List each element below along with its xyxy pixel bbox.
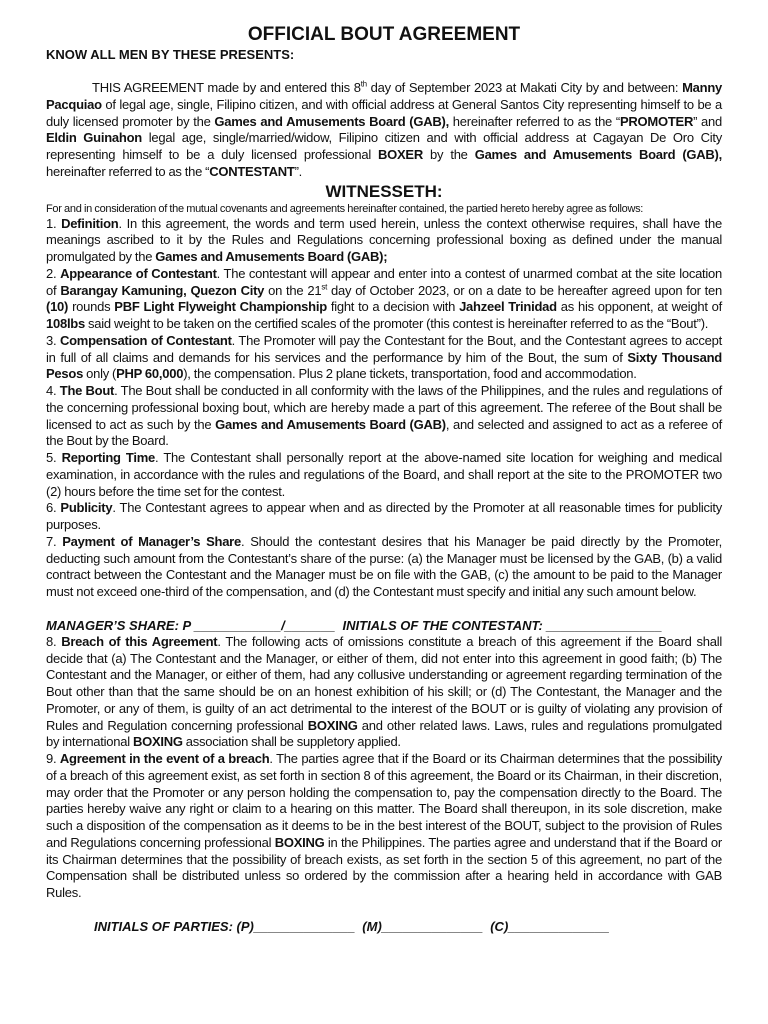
superscript: st bbox=[321, 282, 328, 292]
bold-text: Reporting Time bbox=[61, 450, 156, 465]
section-paragraph bbox=[46, 450, 722, 500]
bold-text: Breach of this Agreement bbox=[61, 633, 218, 649]
text-run: 9. bbox=[46, 751, 60, 766]
know-all-men-heading: KNOW ALL MEN BY THESE PRESENTS: bbox=[46, 47, 295, 62]
section-paragraph bbox=[46, 634, 722, 751]
bold-text: The Bout bbox=[59, 383, 115, 398]
intro-paragraph bbox=[46, 80, 722, 181]
text-run: by the bbox=[423, 147, 475, 162]
text-run: . The Bout shall be conducted in all conformity with the laws of the Philippines, and the rules and regulations of the concerning professional boxing bout, which are hereby made a part of this agreement. The referee of the Bout shall be licensed to act as such by the bbox=[46, 383, 722, 432]
text-run: only ( bbox=[83, 366, 117, 382]
bold-text: PBF Light Flyweight Championship bbox=[114, 299, 327, 315]
text-run: . The Promoter will pay the Contestant for the Bout, and the Contestant agrees to accept in full of all claims and demands for his services and the performance by him of the Bout, the sum of bbox=[46, 332, 723, 365]
text-run: ” and bbox=[693, 113, 722, 129]
bold-text: Games and Amusements Board (GAB), bbox=[214, 113, 449, 129]
section-paragraph bbox=[46, 266, 722, 333]
bold-text: Payment of Manager’s Share bbox=[62, 533, 241, 549]
text-run: day of September 2023 at Makati City by and between: bbox=[366, 80, 683, 95]
bold-text: PHP 60,000 bbox=[116, 366, 184, 382]
section-paragraph bbox=[46, 534, 722, 601]
text-run: THIS AGREEMENT made by and entered this 8 bbox=[92, 80, 361, 95]
text-run: . The following acts of omissions constitute a breach of this agreement if the Board shall decide that (a) The Contestant and the Manager, or either of them, did not enter into this agreement in good faith; (b) The Contestant and the Manager, or either of them, had any collusive understanding or agreement regarding termination of the Bout other than that the same should be on an honest exhibition of his skill; or (d) The Contestant, the Manager and the Promoter, or any of them, is guilty of an act detrimental to the interest of the BOUT or is guilty of violating any provision of Rules and Regulation concerning professional bbox=[46, 633, 722, 733]
bold-text: BOXING bbox=[307, 717, 358, 733]
consideration-clause: For and in consideration of the mutual covenants and agreements hereinafter contained, the partied hereto hereby agree as follows: bbox=[46, 202, 644, 215]
section-paragraph bbox=[46, 383, 722, 450]
text-run: in the Philippines. The parties agree and understand that if the Board or its Chairman determines that the possibility of breach exists, as set forth in the section 5 of this agreement, no part of the Compensation shall be distributed unless so ordered by the commission after a hearing held in accordance with GAB Rules. bbox=[46, 834, 722, 900]
text-run: fight to a decision with bbox=[326, 299, 460, 315]
text-run: association shall be suppletory applied. bbox=[182, 734, 401, 750]
text-run: day of October 2023, or on a date to be hereafter agreed upon for ten bbox=[327, 282, 723, 298]
text-run: 3. bbox=[46, 332, 60, 348]
initials-of-parties-field[interactable]: INITIALS OF PARTIES: (P)______________ (M)______________ (C)______________ bbox=[94, 918, 610, 934]
text-run: and other related laws. Laws, rules and regulations promulgated by international bbox=[46, 717, 723, 750]
text-run: 2. bbox=[46, 265, 61, 281]
bold-text: Barangay Kamuning, Quezon City bbox=[60, 282, 265, 298]
superscript: th bbox=[360, 79, 367, 89]
text-run: , and selected and assigned to act as a referee of the Bout by the Board. bbox=[46, 416, 722, 449]
bold-text: Sixty Thousand Pesos bbox=[46, 349, 722, 382]
text-run: as his opponent, at weight of bbox=[556, 299, 722, 315]
text-run: 8. bbox=[46, 633, 62, 649]
bold-text: CONTESTANT bbox=[209, 163, 295, 179]
bold-text: BOXING bbox=[274, 834, 325, 850]
text-run: . The contestant will appear and enter into a contest of unarmed combat at the site location of bbox=[46, 265, 723, 298]
bold-text: BOXER bbox=[378, 147, 423, 162]
text-run: ”. bbox=[294, 163, 303, 179]
witnesseth-heading: WITNESSETH: bbox=[325, 181, 443, 201]
text-run: said weight to be taken on the certified scales of the promoter (this contest is hereinafter referred to as the “Bout”). bbox=[84, 316, 709, 331]
text-run: 6. bbox=[46, 500, 61, 516]
section-paragraph bbox=[46, 216, 722, 266]
text-run: . Should the contestant desires that his Manager be paid directly by the Promoter, deducting such amount from the Contestant’s share of the purse: (a) the Manager must be licensed by the GAB, (b) a valid contract between the Contestant and the Manager must be on file with the GAB, (c) the amount to be paid to the Manager must not exceed one-third of the compensation, and (d) the Contestant must specify and initial any such amount below. bbox=[46, 533, 723, 599]
bout-agreement-document bbox=[46, 24, 722, 934]
text-run: 7. bbox=[46, 533, 63, 549]
text-run: 1. bbox=[46, 215, 62, 231]
section-paragraph bbox=[46, 751, 722, 902]
bold-text: Games and Amusements Board (GAB), bbox=[474, 147, 722, 162]
sections-8-to-9 bbox=[46, 634, 722, 902]
bold-text: Jahzeel Trinidad bbox=[459, 299, 557, 315]
section-paragraph bbox=[46, 500, 722, 534]
text-run: . The parties agree that if the Board or its Chairman determines that the possibility of a breach of this agreement exist, as set forth in section 8 of this agreement, the Board or its Chairman, in their discretion, may order that the Promoter or any person holding the compensation to, pay the compensation directly to the Board. The parties hereby waive any right or claim to a hearing on this matter. The Board shall thereupon, in its sole discretion, make such a disposition of the compensation as it deems to be in the best interest of the BOUT, subject to the provision of Rules and Regulations concerning professional bbox=[46, 751, 722, 850]
bold-text: 108lbs bbox=[46, 316, 85, 331]
bold-text: Games and Amusements Board (GAB); bbox=[155, 249, 388, 264]
text-run: rounds bbox=[68, 299, 115, 315]
text-run: . In this agreement, the words and term used herein, unless the context otherwise requires, shall have the meanings ascribed to it by the Rules and Regulations concerning professional boxing as defined under the manual promulgated by the bbox=[46, 215, 722, 264]
text-run: on the 21 bbox=[264, 282, 322, 298]
bold-text: Publicity bbox=[60, 500, 113, 516]
bold-text: (10) bbox=[46, 299, 69, 315]
bold-text: Manny Pacquiao bbox=[46, 80, 722, 112]
text-run: 4. bbox=[46, 383, 60, 398]
text-run: hereinafter referred to as the “ bbox=[448, 113, 620, 129]
bold-text: PROMOTER bbox=[619, 113, 694, 129]
section-paragraph bbox=[46, 333, 722, 383]
bold-text: Compensation of Contestant bbox=[59, 332, 232, 348]
manager-share-field[interactable]: MANAGER’S SHARE: P ____________/_______ INITIALS OF THE CONTESTANT: ________________ bbox=[46, 617, 663, 633]
bold-text: Eldin Guinahon bbox=[46, 130, 142, 146]
text-run: . The Contestant shall personally report at the above-named site location for weighing and medical examination, in accordance with the rules and regulations of the Board, and shall report at the site to the PROMOTER two (2) hours before the time set for the contest. bbox=[46, 450, 722, 499]
text-run: 5. bbox=[46, 450, 62, 465]
text-run: legal age, single/married/widow, Filipino citizen and with official address at Cagayan De Oro City representing himself to be a duly licensed professional bbox=[46, 130, 722, 162]
bold-text: BOXING bbox=[132, 734, 183, 750]
document-title: OFFICIAL BOUT AGREEMENT bbox=[247, 24, 521, 45]
bold-text: Games and Amusements Board (GAB) bbox=[215, 416, 446, 432]
bold-text: Appearance of Contestant bbox=[60, 265, 217, 281]
bold-text: Agreement in the event of a breach bbox=[59, 751, 270, 766]
text-run: hereinafter referred to as the “ bbox=[46, 163, 210, 179]
text-run: ), the compensation. Plus 2 plane tickets, transportation, food and accommodation. bbox=[183, 366, 637, 382]
sections-1-to-7 bbox=[46, 216, 722, 601]
text-run: of legal age, single, Filipino citizen, and with official address at General Santos City representing himself to be a duly licensed promoter by the bbox=[46, 96, 722, 129]
bold-text: Definition bbox=[61, 215, 119, 231]
text-run: . The Contestant agrees to appear when and as directed by the Promoter at all reasonable times for publicity purposes. bbox=[46, 500, 722, 532]
